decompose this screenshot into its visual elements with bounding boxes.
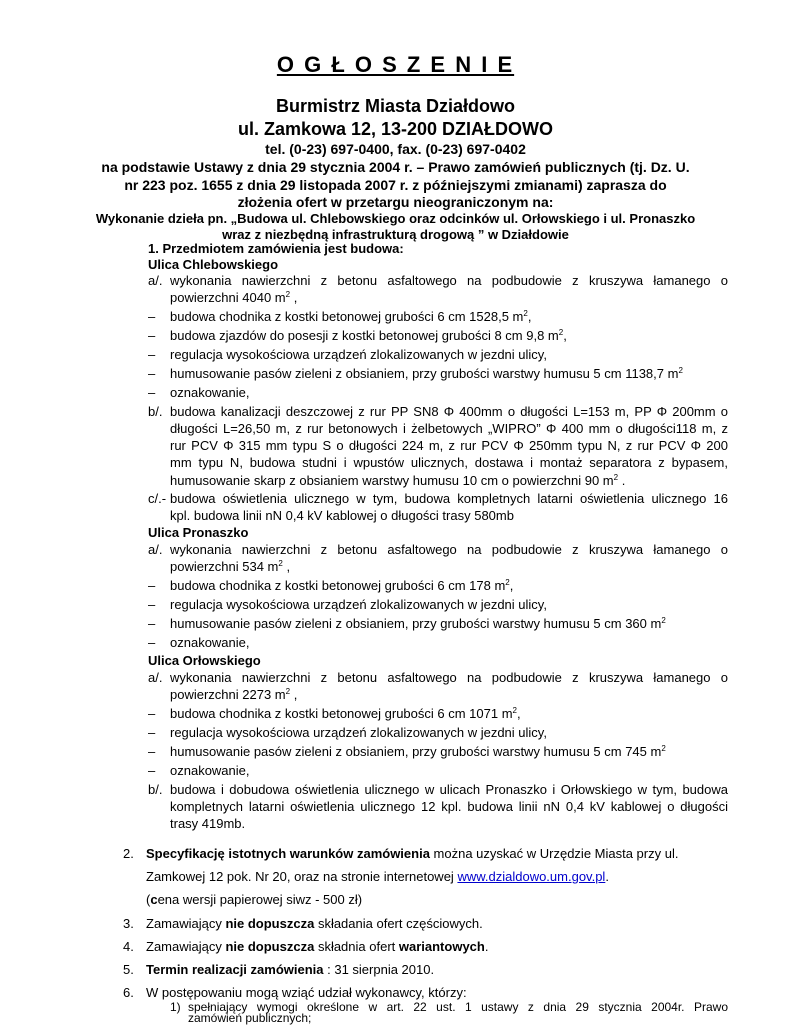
website-link[interactable]: www.dzialdowo.um.gov.pl (457, 869, 606, 884)
list-item: oznakowanie, (170, 635, 250, 650)
list-item: oznakowanie, (170, 763, 250, 778)
legal-basis-line-1: na podstawie Ustawy z dnia 29 stycznia 2004 r. – Prawo zamówień publicznych (tj. Dz. U. (101, 159, 690, 175)
list-item: humusowanie pasów zieleni z obsianiem, przy grubości warstwy humusu 5 cm 745 $m^2$ (170, 744, 666, 759)
item-c-text-line-1: budowa oświetlenia ulicznego w tym, budowa kompletnych latarni oświetlenia ulicznego 16 (170, 491, 728, 506)
dash-bullet: – (148, 635, 156, 650)
item-2-line-1: Specyfikację istotnych warunków zamówienia można uzyskać w Urzędzie Miasta przy ul. (146, 846, 679, 861)
list-item: regulacja wysokościowa urządzeń zlokalizowanych w jezdni ulicy, (170, 347, 547, 362)
item-b-text-line-3: trasy 419mb. (170, 816, 246, 831)
item-c-text-line-2: kpl. budowa linii nN 0,4 kV kablowej o długości trasy 580mb (170, 508, 514, 523)
dash-bullet: – (148, 366, 156, 381)
item-6-text: W postępowaniu mogą wziąć udział wykonawcy, którzy: (146, 985, 467, 1000)
dash-bullet: – (148, 763, 156, 778)
authority-name: Burmistrz Miasta Działdowo (275, 96, 516, 116)
item-2-number: 2. (123, 846, 134, 861)
item-a-label: a/. (148, 670, 163, 685)
list-item: humusowanie pasów zieleni z obsianiem, przy grubości warstwy humusu 5 cm 1138,7 $m^2$ (170, 366, 683, 381)
dash-bullet: – (148, 328, 156, 343)
item-6-1-line-2: zamówień publicznych; (188, 1011, 312, 1025)
item-6-1-line-1: spełniający wymogi określone w art. 22 ust. 1 ustawy z dnia 29 stycznia 2004r. Prawo (188, 1000, 728, 1014)
item-3-text: Zamawiający nie dopuszcza składania ofert częściowych. (146, 916, 483, 931)
list-item: budowa chodnika z kostki betonowej grubości 6 cm 1071 $m^2$, (170, 706, 521, 721)
task-name-line-2: wraz z niezbędną infrastrukturą drogową ” w Działdowie (222, 227, 569, 242)
item-4-text: Zamawiający nie dopuszcza składnia ofert wariantowych. (146, 939, 489, 954)
item-a-label: a/. (148, 273, 163, 288)
list-item: regulacja wysokościowa urządzeń zlokalizowanych w jezdni ulicy, (170, 597, 547, 612)
list-item: humusowanie pasów zieleni z obsianiem, przy grubości warstwy humusu 5 cm 360 $m^2$ (170, 616, 666, 631)
item-b-text-line-3: rur PCV Φ 315 mm typu S o długości 224 m, z rur PCV Φ 250mm typu N, z rur PCV Φ 200 (170, 438, 728, 453)
list-item: regulacja wysokościowa urządzeń zlokalizowanych w jezdni ulicy, (170, 725, 547, 740)
dash-bullet: – (148, 744, 156, 759)
item-4-number: 4. (123, 939, 134, 954)
item-6-number: 6. (123, 985, 134, 1000)
dash-bullet: – (148, 706, 156, 721)
dash-bullet: – (148, 616, 156, 631)
legal-basis-line-2: nr 223 poz. 1655 z dnia 29 listopada 2007 r. z późniejszymi zmianami) zaprasza do (124, 177, 667, 193)
dash-bullet: – (148, 385, 156, 400)
item-b-text-line-4: mm typu N, budowa studni i wpustów ulicznych, dostawa i montaż separatora z bypasem, (170, 455, 728, 470)
item-5-text: Termin realizacji zamówienia : 31 sierpnia 2010. (146, 962, 435, 977)
item-a-text-line-1: wykonania nawierzchni z betonu asfaltowego na podbudowie z kruszywa łamanego o (170, 542, 728, 557)
item-c-label: c/.- (148, 491, 167, 506)
list-item: budowa zjazdów do posesji z kostki betonowej grubości 8 cm 9,8 $m^2$, (170, 328, 567, 343)
list-item: oznakowanie, (170, 385, 250, 400)
dash-bullet: – (148, 309, 156, 324)
section-1-heading: 1. Przedmiotem zamówienia jest budowa: (148, 241, 404, 256)
item-b-text-line-2: długości L=26,50 m, z rur betonowych i żelbetowych „WIPRO” Φ 400 mm o długości118 m, z (170, 421, 728, 436)
street-orlowskiego-heading: Ulica Orłowskiego (148, 653, 261, 668)
document-title: O G Ł O S Z E N I E (276, 52, 515, 77)
dash-bullet: – (148, 597, 156, 612)
item-a-label: a/. (148, 542, 163, 557)
item-a-text-line-2: powierzchni 4040 $m^2$ , (170, 290, 298, 305)
authority-contact: tel. (0-23) 697-0400, fax. (0-23) 697-0402 (265, 141, 526, 157)
item-6-1-number: 1) (170, 1000, 181, 1014)
item-a-text-line-2: powierzchni 534 $m^2$ , (170, 559, 291, 574)
item-a-text-line-1: wykonania nawierzchni z betonu asfaltowego na podbudowie z kruszywa łamanego o (170, 670, 728, 685)
item-a-text-line-1: wykonania nawierzchni z betonu asfaltowego na podbudowie z kruszywa łamanego o (170, 273, 728, 288)
legal-basis-line-3: złożenia ofert w przetargu nieograniczonym na: (237, 194, 554, 210)
item-b-text-line-1: budowa kanalizacji deszczowej z rur PP SN8 Φ 400mm o długości L=153 m, PP Φ 200mm o (170, 404, 728, 419)
item-b-text-line-5: humusowanie skarp z obsianiem warstwy humusu 10 cm o powierzchni 90 $m^2$ . (170, 473, 626, 488)
item-2-line-2: Zamkowej 12 pok. Nr 20, oraz na stronie internetowej www.dzialdowo.um.gov.pl. (146, 869, 609, 884)
task-name-line-1: Wykonanie dzieła pn. „Budowa ul. Chlebowskiego oraz odcinków ul. Orłowskiego i ul. Pronaszko (95, 211, 696, 226)
item-b-label: b/. (148, 782, 163, 797)
list-item: budowa chodnika z kostki betonowej grubości 6 cm 178 $m^2$, (170, 578, 514, 593)
street-chlebowskiego-heading: Ulica Chlebowskiego (148, 257, 279, 272)
item-5-number: 5. (123, 962, 134, 977)
authority-address: ul. Zamkowa 12, 13-200 DZIAŁDOWO (237, 119, 554, 139)
item-2-line-3: (cena wersji papierowej siwz - 500 zł) (146, 892, 363, 907)
street-pronaszko-heading: Ulica Pronaszko (148, 525, 249, 540)
dash-bullet: – (148, 347, 156, 362)
list-item: budowa chodnika z kostki betonowej grubości 6 cm 1528,5 $m^2$, (170, 309, 532, 324)
dash-bullet: – (148, 725, 156, 740)
item-b-text-line-2: kompletnych latarni oświetlenia ulicznego 12 kpl. budowa linii nN 0,4 kV kablowej o długości (170, 799, 728, 814)
item-a-text-line-2: powierzchni 2273 $m^2$ , (170, 687, 298, 702)
item-b-text-line-1: budowa i dobudowa oświetlenia ulicznego w ulicach Pronaszko i Orłowskiego w tym, budowa (170, 782, 728, 797)
item-3-number: 3. (123, 916, 134, 931)
dash-bullet: – (148, 578, 156, 593)
item-b-label: b/. (148, 404, 163, 419)
